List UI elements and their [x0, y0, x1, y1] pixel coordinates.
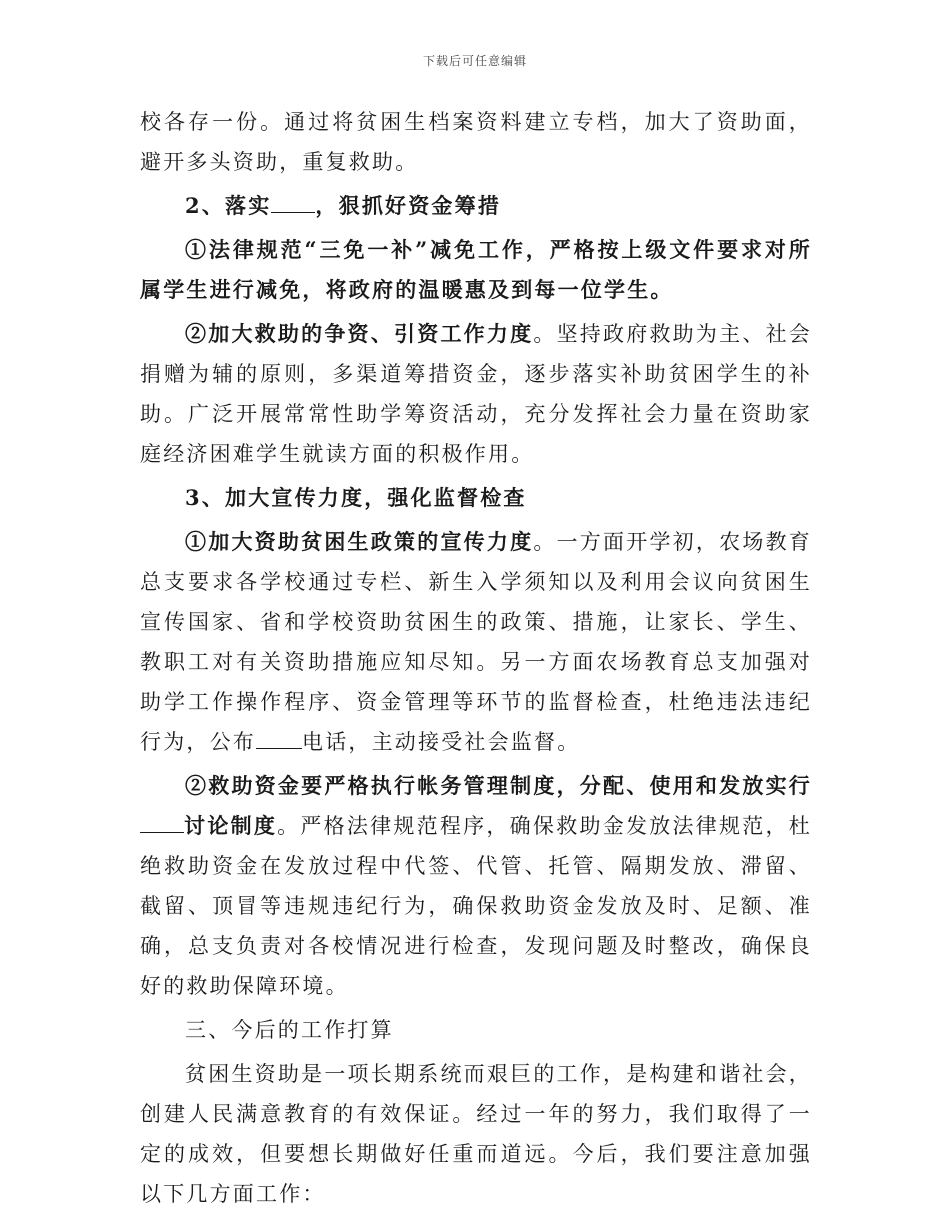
- document-body: [140, 102, 812, 1218]
- heading-text-a: 2、落实: [185, 193, 272, 218]
- paragraph-item-1: ①法律规范“三免一补”减免工作，严格按上级文件要求对所属学生进行减免，将政府的温暖惠及到每一位学生。: [140, 237, 812, 302]
- item-4-text: 。严格法律规范程序，确保救助金发放法律规范，杜绝救助资金在发放过程中代签、代管、托管、隔期发放、滞留、截留、顶冒等违规违纪行为，确保救助资金发放及时、足额、准确，总支负责对各校情况进行检查，发现问题及时整改，确保良好的救助保障环境。: [140, 814, 812, 998]
- paragraph-continuation: 校各存一份。通过将贫困生档案资料建立专档，加大了资助面，避开多头资助，重复救助。: [140, 110, 812, 174]
- blank-underline: [140, 808, 184, 833]
- paragraph-item-4: [140, 766, 812, 1006]
- item-4-lead-a: ②救助资金要严格执行帐务管理制度，分配、使用和发放实行: [185, 773, 812, 798]
- section-heading-2: [140, 186, 812, 226]
- item-4-lead-b: 讨论制度: [184, 813, 278, 838]
- paragraph-plans: 贫困生资助是一项长期系统而艰巨的工作，是构建和谐社会，创建人民满意教育的有效保证。经过一年的努力，我们取得了一定的成效，但要想长期做好任重而道远。今后，我们要注意加强以下几方面工作：: [140, 1062, 812, 1206]
- paragraph-item-3: [140, 522, 812, 762]
- item-3-lead: ①加大资助贫困生政策的宣传力度: [185, 529, 534, 554]
- paragraph-item-2: [140, 314, 812, 474]
- section-heading-4: 三、今后的工作打算: [185, 1018, 394, 1042]
- heading-text-b: ，狠抓好资金筹措: [315, 193, 502, 218]
- section-heading-3: 3、加大宣传力度，强化监督检查: [185, 485, 527, 510]
- item-3-text-a: 。一方面开学初，农场教育总支要求各学校通过专栏、新生入学须知以及利用会议向贫困生宣传国家、省和学校资助贫困生的政策、措施，让家长、学生、教职工对有关资助措施应知尽知。另一方面农场教育总支加强对助学工作操作程序、资金管理等环节的监督检查，杜绝违法违纪行为，公布: [140, 530, 812, 754]
- item-2-text: 。坚持政府救助为主、社会捐赠为辅的原则，多渠道筹措资金，逐步落实补助贫困学生的补助。广泛开展常常性助学筹资活动，充分发挥社会力量在资助家庭经济困难学生就读方面的积极作用。: [140, 322, 812, 466]
- item-2-lead: ②加大救助的争资、引资工作力度: [185, 321, 534, 346]
- page-header: 下载后可任意编辑: [422, 54, 527, 68]
- blank-underline: [256, 724, 302, 749]
- blank-underline: [271, 188, 315, 213]
- item-3-text-b: 电话，主动接受社会监督。: [302, 730, 581, 754]
